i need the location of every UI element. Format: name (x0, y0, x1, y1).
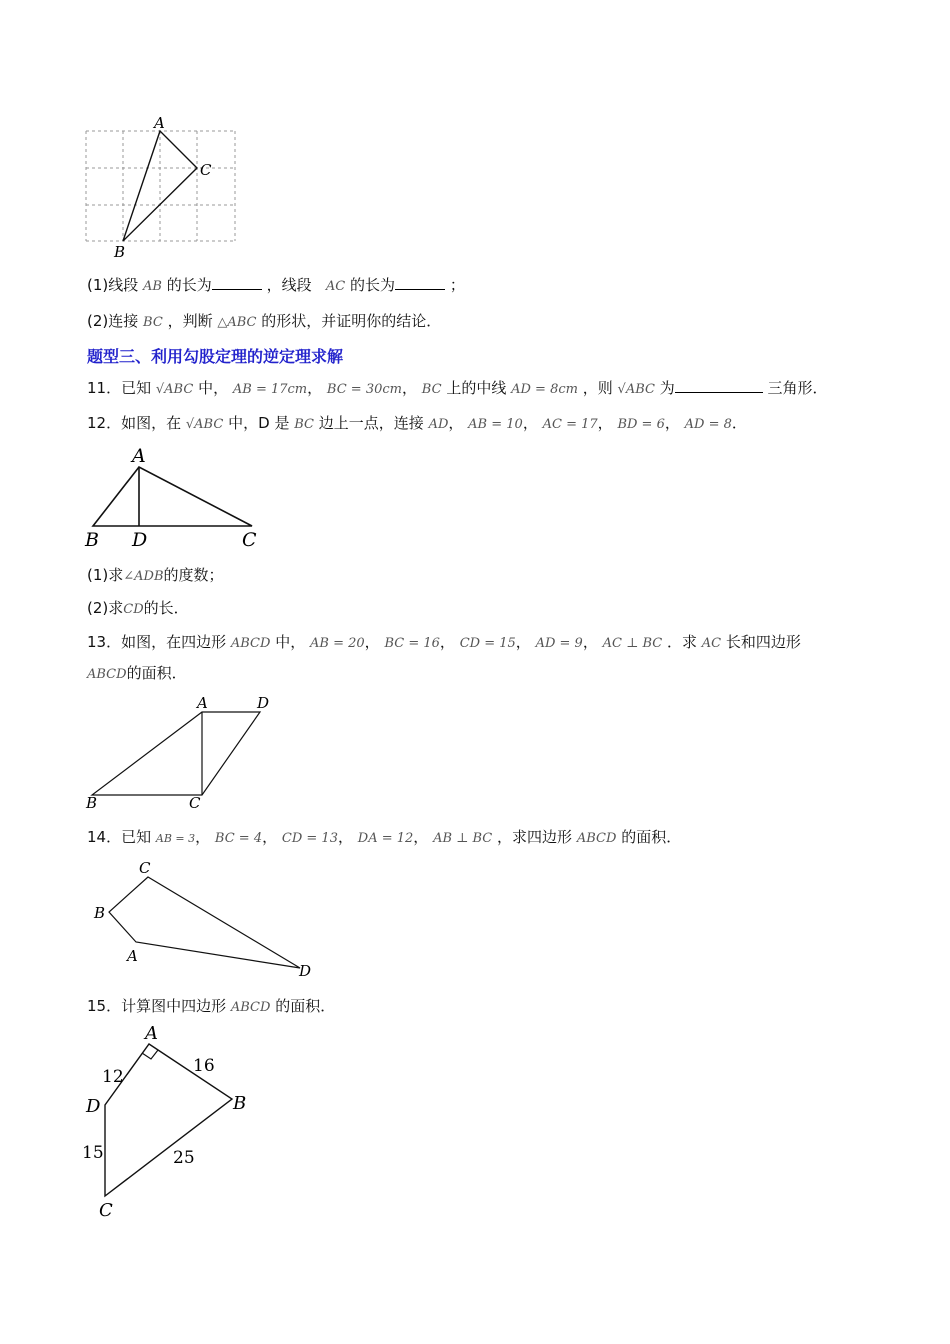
label-d: D (86, 1096, 101, 1117)
question-15: 15．计算图中四边形 ABCD 的面积． (87, 997, 336, 1015)
answer-blank-ac[interactable] (395, 274, 445, 290)
answer-blank-triangle-type[interactable] (675, 377, 763, 393)
triangle-abc-12 (93, 467, 252, 526)
q10-part2: (2)连接 BC ，判断 △ABC 的形状，并证明你的结论． (87, 312, 442, 330)
right-angle-mark (142, 1050, 158, 1059)
quad-abcd-13 (92, 712, 260, 795)
question-11: 11．已知 √ABC 中， AB = 17cm， BC = 30cm， BC 上的中线 AD = 8cm ，则 √ABC 为 三角形． (87, 379, 828, 397)
length-ad: 12 (102, 1067, 124, 1087)
q12-part2: (2)求CD的长． (87, 599, 189, 617)
label-c: C (139, 859, 151, 877)
label-a: A (145, 1023, 158, 1044)
label-c: C (99, 1200, 113, 1221)
label-b: B (233, 1093, 247, 1114)
label-a: A (154, 114, 165, 132)
quad-abcd-14 (109, 877, 300, 968)
question-12: 12．如图，在 √ABC 中，D 是 BC 边上一点，连接 AD， AB = 10， AC = 17， BD = 6， AD = 8． (87, 414, 747, 432)
triangle-abc (123, 131, 197, 241)
label-b: B (114, 243, 126, 261)
question-13-line2: ABCD的面积． (87, 664, 187, 682)
label-c: C (200, 161, 212, 179)
question-14: 14．已知 AB = 3， BC = 4， CD = 13， DA = 12， AB ⊥ BC ，求四边形 ABCD 的面积． (87, 828, 682, 846)
label-b: B (85, 529, 99, 551)
label-c: C (189, 794, 201, 812)
label-a: A (132, 445, 146, 467)
label-d: D (132, 529, 148, 551)
section-heading: 题型三、利用勾股定理的逆定理求解 (87, 347, 344, 366)
quad-abcd-15 (105, 1044, 232, 1196)
length-ab: 16 (193, 1056, 215, 1076)
q12-part1: (1)求∠ADB的度数； (87, 566, 224, 584)
label-b: B (86, 794, 98, 812)
label-a: A (197, 694, 208, 712)
question-13: 13．如图，在四边形 ABCD 中， AB = 20， BC = 16， CD = 15， AD = 9， AC ⊥ BC ．求 AC 长和四边形 (87, 633, 801, 651)
length-bc: 25 (173, 1148, 195, 1168)
label-d: D (299, 962, 312, 980)
answer-blank-ab[interactable] (212, 274, 262, 290)
length-dc: 15 (82, 1143, 104, 1163)
label-b: B (94, 904, 106, 922)
q10-part1: (1)线段 AB 的长为 ，线段 AC 的长为 ； (87, 276, 465, 294)
label-c: C (242, 529, 257, 551)
dashed-grid (86, 131, 235, 241)
label-a: A (127, 947, 138, 965)
label-d: D (257, 694, 270, 712)
